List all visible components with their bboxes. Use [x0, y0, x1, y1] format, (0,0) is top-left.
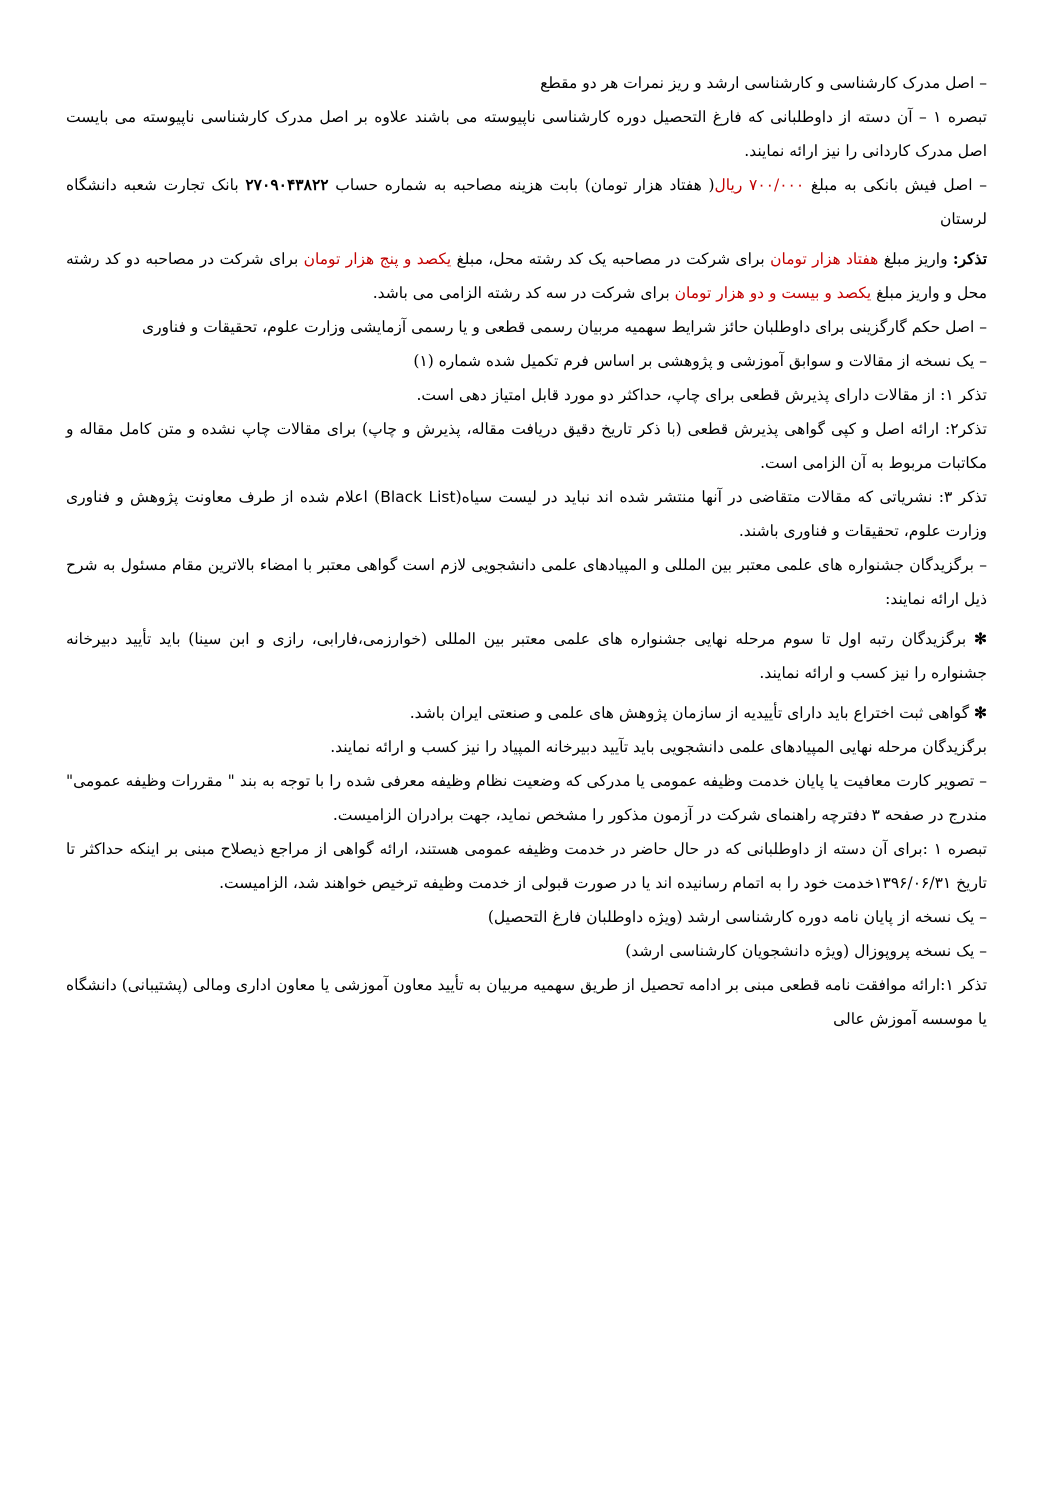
item-military-card: – تصویر کارت معافیت یا پایان خدمت وظیفه عمومی یا مدرکی که وضعیت نظام وظیفه معرفی شده را با توجه به بند " مقررات وظیفه عمومی" مندرج در صفحه ۳ دفترچه راهنمای شرکت در آزمون مذکور را مشخص نماید، جهت برادران الزامیست. [66, 772, 987, 824]
item-thesis-copy: – یک نسخه از پایان نامه دوره کارشناسی ارشد (ویژه داوطلبان فارغ التحصیل) [487, 908, 987, 926]
bullet-patent [66, 696, 987, 730]
bank-receipt-text-3: بانک تجارت شعبه دانشگاه لرستان [66, 176, 987, 228]
reminder-label: تذکر: [952, 249, 988, 268]
note-olympiad: برگزیدگان مرحله نهایی المپیادهای علمی دانشجویی باید تآیید دبیرخانه المپیاد را نیز کسب و ارائه نمایند. [330, 738, 987, 756]
reminder-text-3: برای شرکت در مصاحبه دو کد رشته محل و واریز مبلغ [66, 250, 987, 302]
black-list-text-1: تذکر ۳: نشریاتی که مقالات متقاضی در آنها منتشر شده اند نباید در لیست سیاه( [455, 488, 987, 506]
patent-text: گواهی ثبت اختراع باید دارای تأییدیه از سازمان پژوهش های علمی و صنعتی ایران باشد. [409, 704, 974, 722]
document-page [66, 66, 987, 1036]
bank-receipt-text-2: ( هفتاد هزار تومان) بابت هزینه مصاحبه به شماره حساب [328, 176, 715, 194]
bullet-festival-ranks [66, 622, 987, 690]
note-military-service: تبصره ۱ :برای آن دسته از داوطلبانی که در حال حاضر در خدمت وظیفه عمومی هستند، ارائه گواهی از مراجع ذیصلاح مبنی بر اینکه حداکثر تا تاریخ ۱۳۹۶/۰۶/۳۱خدمت خود را به اتمام رسانیده اند یا در صورت قبولی از خدمت وظیفه ترخیص خواهند شد، الزامیست. [66, 840, 987, 892]
item-original-degrees: – اصل مدرک کارشناسی و کارشناسی ارشد و ریز نمرات هر دو مقطع [540, 74, 987, 92]
note-discontinuous-bachelor: تبصره ۱ – آن دسته از داوطلبانی که فارغ التحصیل دوره کارشناسی ناپیوسته می باشند علاوه بر اصل مدرک کارشناسی ناپیوسته می بایست اصل مدرک کاردانی را نیز ارائه نمایند. [66, 108, 987, 160]
asterisk-icon: ✻ [974, 703, 987, 722]
item-employment-decree: – اصل حکم گارگزینی برای داوطلبان حائز شرایط سهمیه مربیان رسمی قطعی و یا رسمی آزمایشی وزارت علوم، تحقیقات و فناوری [141, 318, 987, 336]
black-list-term: Black List [380, 488, 456, 506]
note-acceptance-certificate: تذکر۲: ارائه اصل و کپی گواهی پذیرش قطعی (با ذکر تاریخ دقیق دریافت مقاله، پذیرش و چاپ) برای مقالات چاپ نشده و متن کامل مقاله و مکاتبات مربوط به آن الزامی است. [66, 420, 987, 472]
item-proposal-copy: – یک نسخه پروپوزال (ویژه دانشجویان کارشناسی ارشد) [625, 942, 987, 960]
festival-ranks-text: برگزیدگان رتبه اول تا سوم مرحله نهایی جشنواره های علمی معتبر بین المللی (خوارزمی،فارابی، رازی و ابن سینا) باید تأیید دبیرخانه جشنواره را نیز کسب و ارائه نمایند. [66, 630, 987, 682]
note-instructor-quota: تذکر ۱:ارائه موافقت نامه قطعی مبنی بر ادامه تحصیل از طریق سهمیه مربیان به تأیید معاون آموزشی یا معاون اداری ومالی (پشتیبانی) دانشگاه یا موسسه آموزش عالی [66, 976, 988, 1028]
item-articles-copy: – یک نسخه از مقالات و سوابق آموزشی و پژوهشی بر اساس فرم تکمیل شده شماره (۱) [413, 352, 987, 370]
fee-three-codes: یکصد و بیست و دو هزار تومان [674, 284, 872, 302]
account-number: ۲۷۰۹۰۴۳۸۲۲ [245, 175, 329, 194]
fee-amount: ۷۰۰/۰۰۰ ریال [714, 176, 805, 194]
reminder-text-1: واریز مبلغ [878, 250, 953, 268]
note-black-list [66, 480, 987, 548]
note-accepted-articles: تذکر ۱: از مقالات دارای پذیرش قطعی برای چاپ، حداکثر دو مورد قابل امتیاز دهی است. [416, 386, 987, 404]
reminder-text-4: برای شرکت در سه کد رشته الزامی می باشد. [372, 284, 675, 302]
fee-two-codes: یکصد و پنج هزار تومان [303, 250, 452, 268]
reminder-text-2: برای شرکت در مصاحبه یک کد رشته محل، مبلغ [451, 250, 771, 268]
item-festival-winners: – برگزیدگان جشنواره های علمی معتبر بین المللی و المپیادهای علمی دانشجویی لازم است گواهی معتبر با امضاء بالاترین مقام مسئول به شرح ذیل ارائه نمایند: [66, 556, 987, 608]
asterisk-icon: ✻ [974, 629, 987, 648]
black-list-text-2: ) اعلام شده از طرف معاونت پژوهش و فناوری وزارت علوم، تحقیقات و فناوری باشند. [66, 488, 987, 540]
item-bank-receipt [66, 168, 987, 236]
fee-reminder [66, 242, 987, 310]
fee-one-code: هفتاد هزار تومان [770, 250, 879, 268]
bank-receipt-text: – اصل فیش بانکی به مبلغ [804, 176, 987, 194]
